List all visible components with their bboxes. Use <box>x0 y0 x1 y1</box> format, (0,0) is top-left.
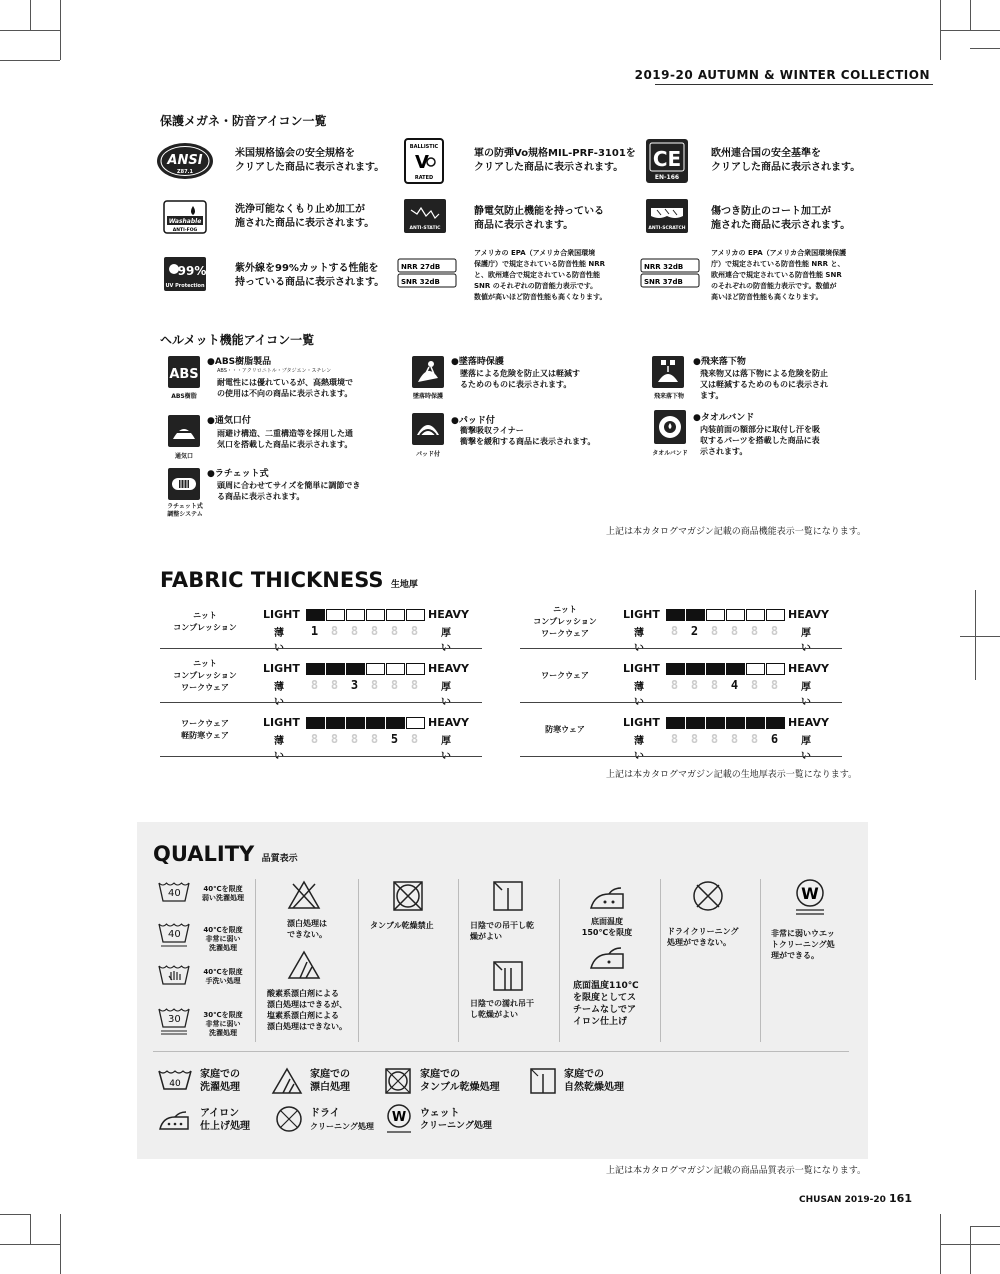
fabric-row-divider <box>520 648 842 649</box>
ballistic-icon-sub: RATED <box>414 175 434 181</box>
pad-icon <box>412 413 444 449</box>
vent-heading: ●通気口付 <box>207 416 251 426</box>
ce-icon <box>645 138 689 188</box>
crop-mark <box>975 590 976 680</box>
thickness-box <box>406 663 425 675</box>
nrr-snr-badge-2 <box>640 258 700 292</box>
nrr-value-1: NRR 27dB <box>401 263 441 271</box>
nrr-desc-2: アメリカの EPA（アメリカ合衆国環境保護 庁）で規定されている防音性能 NRR と、 欧州連合で規定されている防音性能 SNR のそれぞれの防音能力表示です。数値が 高いほど防音性能も高くなります。 <box>711 249 847 301</box>
divider <box>760 879 761 1042</box>
anti-fog-icon <box>163 200 207 238</box>
thickness-digit: 8 <box>750 678 759 692</box>
thickness-digit: 8 <box>390 678 399 692</box>
thin-label: 薄 <box>274 628 284 639</box>
thickness-box <box>346 717 365 729</box>
thickness-box <box>406 717 425 729</box>
home-natural-dry-icon <box>530 1068 556 1098</box>
ce-icon-sub: EN-166 <box>654 174 680 181</box>
ansi-icon-text: ANSI <box>167 153 203 168</box>
snr-value-2: SNR 37dB <box>644 278 683 286</box>
fabric-row-divider <box>160 702 482 703</box>
thickness-box <box>686 663 705 675</box>
wash-temp: 30 <box>168 1014 181 1025</box>
thickness-box <box>386 717 405 729</box>
thickness-box <box>326 663 345 675</box>
anti-static-icon <box>403 198 447 238</box>
heavy-label: HEAVY <box>788 662 829 675</box>
thickness-scale <box>666 609 785 621</box>
divider <box>358 879 359 1042</box>
no-bleach-icon <box>287 880 321 914</box>
collection-header: 2019-20 AUTUMN & WINTER COLLECTION <box>634 68 930 82</box>
wash-temp: 40 <box>168 888 181 899</box>
thickness-digit: 2 <box>690 624 699 638</box>
thick-label: 厚 <box>801 736 811 747</box>
thickness-digit: 8 <box>750 732 759 746</box>
ansi-icon <box>156 142 214 184</box>
ratchet-desc: 頭周に合わせてサイズを簡単に調節でき る商品に表示されます。 <box>217 481 361 501</box>
abs-desc: 耐電性には優れているが、高熱環境で の使用は不向の商品に表示されます。 <box>217 378 353 398</box>
towel-heading: ●タオルバンド <box>693 413 755 423</box>
oxygen-bleach-icon <box>287 950 321 984</box>
thickness-digit: 8 <box>390 624 399 638</box>
thickness-box <box>306 609 325 621</box>
thickness-digit: 8 <box>710 678 719 692</box>
anti-scratch-icon-text: ANTI-SCRATCH <box>648 226 686 231</box>
thickness-digit: 8 <box>370 732 379 746</box>
svg-text:ABS: ABS <box>169 367 199 382</box>
thickness-digit: 8 <box>350 624 359 638</box>
ansi-desc: 米国規格協会の安全規格を クリアした商品に表示されます。 <box>235 148 385 173</box>
thickness-box <box>686 717 705 729</box>
no-bleach-text: 漂白処理は できない。 <box>287 919 327 939</box>
no-dry-clean-icon <box>692 880 724 916</box>
line-dry-shade-icon <box>492 880 524 916</box>
legend-divider <box>153 1051 849 1052</box>
nrr-value-2: NRR 32dB <box>644 263 684 271</box>
thickness-digit: 8 <box>410 624 419 638</box>
fall-icon-label: 墜落時保護 <box>412 393 443 400</box>
fabric-category: ニット コンプレッション <box>173 611 237 632</box>
fall-protection-icon <box>412 356 444 392</box>
thick-label: 厚 <box>801 628 811 639</box>
thickness-digit: 8 <box>330 732 339 746</box>
light-label: LIGHT <box>623 608 660 621</box>
thickness-digit: 8 <box>670 678 679 692</box>
oxygen-bleach-text: 酸素系漂白剤による 漂白処理はできるが、 塩素系漂白剤による 漂白処理はできない。 <box>267 989 347 1031</box>
no-tumble-text: タンブル乾燥禁止 <box>370 921 434 930</box>
anti-static-desc: 静電気防止機能を持っている 商品に表示されます。 <box>474 206 604 231</box>
fabric-category: 防寒ウェア <box>545 725 585 734</box>
thickness-digit: 8 <box>690 732 699 746</box>
thickness-digits <box>670 678 779 692</box>
ratchet-icon-label: ラチェット式 調整システム <box>167 503 203 518</box>
towel-icon-label: タオルバンド <box>652 450 688 457</box>
fabric-row-divider <box>520 702 842 703</box>
home-bleach-icon <box>271 1067 303 1099</box>
heavy-label: HEAVY <box>428 608 469 621</box>
wash-tub-icon <box>157 962 191 996</box>
thickness-box <box>686 609 705 621</box>
divider <box>255 879 256 1042</box>
thickness-box <box>366 609 385 621</box>
thickness-digit: 8 <box>330 678 339 692</box>
wash-text: 30℃を限度 非常に弱い 洗濯処理 <box>203 1011 243 1037</box>
thickness-box <box>746 663 765 675</box>
ratchet-heading: ●ラチェット式 <box>207 469 269 479</box>
thickness-box <box>326 717 345 729</box>
anti-fog-icon-sub: ANTI-FOG <box>172 228 198 233</box>
crop-mark <box>60 0 61 60</box>
abs-subtext: ABS・・・アクリロニトル・ブタジエン・スチレン <box>217 368 332 374</box>
vent-icon <box>168 415 200 451</box>
crop-mark <box>970 1226 971 1274</box>
drop-heading: ●飛来落下物 <box>693 357 746 367</box>
anti-static-icon-text: ANTI-STATIC <box>409 226 441 231</box>
thickness-box <box>766 663 785 675</box>
thickness-box <box>306 663 325 675</box>
fabric-category: ワークウェア 軽防寒ウェア <box>181 719 229 740</box>
thickness-box <box>386 609 405 621</box>
thickness-digit: 5 <box>390 732 399 746</box>
wash-text: 40℃を限度 弱い洗濯処理 <box>202 885 244 902</box>
anti-fog-desc: 洗浄可能なくもり止め加工が 施された商品に表示されます。 <box>235 204 375 229</box>
svg-text:V: V <box>415 152 429 173</box>
drop-icon-label: 飛来落下物 <box>653 393 684 400</box>
divider <box>559 879 560 1042</box>
iron-110-icon <box>587 946 631 976</box>
thickness-scale <box>306 717 425 729</box>
pad-desc: 衝撃吸収ライナー 衝撃を緩和する商品に表示されます。 <box>460 426 596 446</box>
light-label: LIGHT <box>263 662 300 675</box>
legend-home-bleach: 家庭での 漂白処理 <box>310 1069 350 1093</box>
ballistic-desc: 軍の防弾Vo規格MIL-PRF-3101を クリアした商品に表示されます。 <box>474 148 636 173</box>
thickness-digit: 1 <box>310 624 319 638</box>
fabric-category: ニット コンプレッション ワークウェア <box>173 659 237 692</box>
thickness-box <box>726 663 745 675</box>
light-label: LIGHT <box>263 608 300 621</box>
thickness-digit: 8 <box>370 624 379 638</box>
thickness-box <box>346 663 365 675</box>
ballistic-icon <box>404 138 444 188</box>
heavy-label: HEAVY <box>788 608 829 621</box>
thickness-box <box>306 717 325 729</box>
thickness-digits <box>670 624 779 638</box>
wash-temp: 40 <box>168 929 181 940</box>
wet-clean-legend-icon <box>385 1103 413 1141</box>
fall-desc: 墜落による危険を防止又は軽減す るためのものに表示されます。 <box>460 369 580 389</box>
legend-home-tumble: 家庭での タンブル乾燥処理 <box>420 1069 500 1093</box>
thickness-box <box>366 663 385 675</box>
towel-band-icon <box>654 410 686 448</box>
no-tumble-dry-icon <box>392 880 424 916</box>
quality-note: 上記は本カタログマガジン記載の商品品質表示一覧になります。 <box>606 1166 867 1176</box>
light-label: LIGHT <box>263 716 300 729</box>
drip-dry-shade-icon <box>492 960 524 996</box>
iron-150-text: 底面温度 150℃を限度 <box>581 917 633 937</box>
crop-mark <box>30 1214 31 1244</box>
legend-dry-clean: ドライ クリーニング処理 <box>310 1108 374 1131</box>
ce-icon-text: CE <box>652 147 682 171</box>
crop-mark <box>970 1226 1000 1227</box>
anti-scratch-icon <box>645 198 689 238</box>
thickness-digit: 8 <box>310 678 319 692</box>
snr-value-1: SNR 32dB <box>401 278 440 286</box>
crop-mark <box>0 60 60 61</box>
thickness-box <box>386 663 405 675</box>
thickness-scale <box>306 663 425 675</box>
abs-icon-label: ABS樹脂 <box>171 393 197 400</box>
page-footer: CHUSAN 2019-20 161 <box>799 1192 912 1205</box>
thick-label: 厚 <box>441 736 451 747</box>
thickness-box <box>726 609 745 621</box>
svg-text:W: W <box>801 884 819 903</box>
iron-150-icon <box>587 886 631 916</box>
nrr-snr-badge-1 <box>397 258 457 292</box>
anti-fog-icon-text: Washable <box>168 218 202 225</box>
thickness-digits <box>310 624 419 638</box>
ansi-icon-sub: Z87.1 <box>177 169 193 175</box>
drop-desc: 飛来物又は落下物による危険を防止 又は軽減するためのものに表示され ます。 <box>700 369 828 400</box>
thickness-digit: 8 <box>710 624 719 638</box>
fabric-title: FABRIC THICKNESS 生地厚 <box>160 568 418 592</box>
thickness-box <box>726 717 745 729</box>
thin-label: 薄 <box>634 682 644 693</box>
thickness-digit: 8 <box>330 624 339 638</box>
thickness-digit: 8 <box>670 732 679 746</box>
vent-desc: 雨避け構造、二重構造等を採用した通 気口を搭載した商品に表示されます。 <box>217 429 353 449</box>
legend-wet-clean: ウェット クリーニング処理 <box>420 1108 492 1131</box>
thickness-box <box>406 609 425 621</box>
helmet-section-title: ヘルメット機能アイコン一覧 <box>160 333 315 347</box>
legend-home-natural-dry: 家庭での 自然乾燥処理 <box>564 1069 624 1093</box>
thickness-digit: 8 <box>730 732 739 746</box>
thickness-box <box>666 609 685 621</box>
glasses-section-title: 保護メガネ・防音アイコン一覧 <box>160 114 327 128</box>
vent-icon-label: 通気口 <box>174 453 193 460</box>
thickness-digit: 8 <box>370 678 379 692</box>
abs-heading: ●ABS樹脂製品 <box>207 357 272 367</box>
crop-mark <box>940 30 1000 31</box>
thickness-scale <box>306 609 425 621</box>
thickness-digit: 6 <box>770 732 779 746</box>
fabric-category: ニット コンプレッション ワークウェア <box>533 605 597 638</box>
divider <box>660 879 661 1042</box>
thickness-digit: 3 <box>350 678 359 692</box>
fabric-row-divider <box>160 648 482 649</box>
line-dry-text: 日陰での吊干し乾 燥がよい <box>470 921 534 941</box>
thickness-box <box>706 717 725 729</box>
thickness-box <box>766 717 785 729</box>
heavy-label: HEAVY <box>428 716 469 729</box>
thickness-box <box>706 609 725 621</box>
thin-label: 薄 <box>634 736 644 747</box>
heavy-label: HEAVY <box>788 716 829 729</box>
ce-desc: 欧州連合国の安全基準を クリアした商品に表示されます。 <box>711 148 861 173</box>
drip-dry-text: 日陰での濡れ吊干 し乾燥がよい <box>470 999 534 1019</box>
legend-iron: アイロン 仕上げ処理 <box>200 1108 250 1132</box>
falling-object-icon <box>652 356 684 392</box>
thickness-box <box>706 663 725 675</box>
thickness-box <box>746 609 765 621</box>
thickness-digit: 8 <box>690 678 699 692</box>
quality-panel <box>137 822 868 1159</box>
thick-label: 厚 <box>801 682 811 693</box>
pad-icon-label: パッド付 <box>415 451 440 458</box>
fabric-category: ワークウェア <box>541 671 589 680</box>
helmet-note: 上記は本カタログマガジン記載の商品機能表示一覧になります。 <box>606 527 867 537</box>
thickness-box <box>666 663 685 675</box>
thickness-digit: 8 <box>750 624 759 638</box>
thickness-box <box>746 717 765 729</box>
fabric-row-divider <box>160 756 482 757</box>
thickness-box <box>326 609 345 621</box>
thickness-digits <box>310 678 419 692</box>
wet-clean-text: 非常に弱いウエッ トクリーニング処 理ができる。 <box>771 929 835 960</box>
iron-finish-icon <box>157 1110 195 1136</box>
uv-desc: 紫外線を99%カットする性能を 持っている商品に表示されます。 <box>235 263 385 288</box>
thickness-digit: 8 <box>730 624 739 638</box>
thickness-digit: 8 <box>670 624 679 638</box>
svg-text:40: 40 <box>169 1079 181 1089</box>
nrr-desc-1: アメリカの EPA（アメリカ合衆国環境 保護庁）で規定されている防音性能 NRR と、欧州連合で規定されている防音性能 SNR のそれぞれの防音能力表示です。 数値が高いほど防音性能も高くなります。 <box>474 249 607 301</box>
home-tumble-icon <box>385 1068 411 1098</box>
thin-label: 薄 <box>274 682 284 693</box>
pad-heading: ●パッド付 <box>451 416 495 426</box>
thickness-box <box>666 717 685 729</box>
towel-desc: 内装前面の額部分に取付し汗を吸 収するパーツを搭載した商品に表 示されます。 <box>700 425 820 456</box>
legend-home-wash: 家庭での 洗濯処理 <box>200 1069 240 1093</box>
heavy-label: HEAVY <box>428 662 469 675</box>
no-dry-clean-text: ドライクリーニング 処理ができない。 <box>667 927 739 947</box>
quality-title: QUALITY 品質表示 <box>153 842 298 866</box>
thickness-digit: 8 <box>770 678 779 692</box>
light-label: LIGHT <box>623 716 660 729</box>
thick-label: 厚 <box>441 628 451 639</box>
crop-mark <box>60 1214 61 1274</box>
crop-mark <box>970 48 1000 49</box>
wash-text: 40℃を限度 手洗い処理 <box>203 968 243 985</box>
home-wash-icon <box>157 1067 193 1097</box>
crop-mark <box>0 30 60 31</box>
thickness-digit: 8 <box>310 732 319 746</box>
iron-110-text: 底面温度110℃ を限度としてス チームなしでア イロン仕上げ <box>573 981 639 1027</box>
thickness-box <box>766 609 785 621</box>
svg-text:W: W <box>391 1110 407 1125</box>
abs-icon <box>168 356 200 392</box>
thickness-digit: 8 <box>350 732 359 746</box>
uv-icon-text: 99% <box>177 264 207 278</box>
thickness-digits <box>670 732 779 746</box>
crop-mark <box>960 636 1000 637</box>
thickness-scale <box>666 663 785 675</box>
divider <box>458 879 459 1042</box>
crop-mark <box>0 1244 60 1245</box>
light-label: LIGHT <box>623 662 660 675</box>
wet-clean-icon <box>793 878 827 920</box>
uv-icon-sub: UV Protection <box>165 283 205 289</box>
thickness-digits <box>310 732 419 746</box>
crop-mark <box>30 0 31 30</box>
fall-heading: ●墜落時保護 <box>451 357 504 367</box>
header-rule <box>655 84 933 85</box>
thickness-digit: 4 <box>730 678 739 692</box>
crop-mark <box>0 1214 30 1215</box>
thickness-box <box>346 609 365 621</box>
thick-label: 厚 <box>441 682 451 693</box>
anti-scratch-desc: 傷つき防止のコート加工が 施された商品に表示されます。 <box>711 206 851 231</box>
thin-label: 薄 <box>634 628 644 639</box>
thickness-digit: 8 <box>410 678 419 692</box>
thickness-digit: 8 <box>710 732 719 746</box>
thickness-digit: 8 <box>770 624 779 638</box>
wash-text: 40℃を限度 非常に弱い 洗濯処理 <box>203 926 243 952</box>
fabric-row-divider <box>520 756 842 757</box>
crop-mark <box>970 0 971 30</box>
thickness-digit: 8 <box>410 732 419 746</box>
ballistic-icon-text: BALLISTIC <box>409 144 439 150</box>
fabric-note: 上記は本カタログマガジン記載の生地厚表示一覧になります。 <box>606 770 858 780</box>
thin-label: 薄 <box>274 736 284 747</box>
ratchet-icon <box>168 468 200 504</box>
uv-protection-icon <box>163 256 207 296</box>
thickness-scale <box>666 717 785 729</box>
dry-clean-icon <box>275 1105 303 1137</box>
thickness-box <box>366 717 385 729</box>
